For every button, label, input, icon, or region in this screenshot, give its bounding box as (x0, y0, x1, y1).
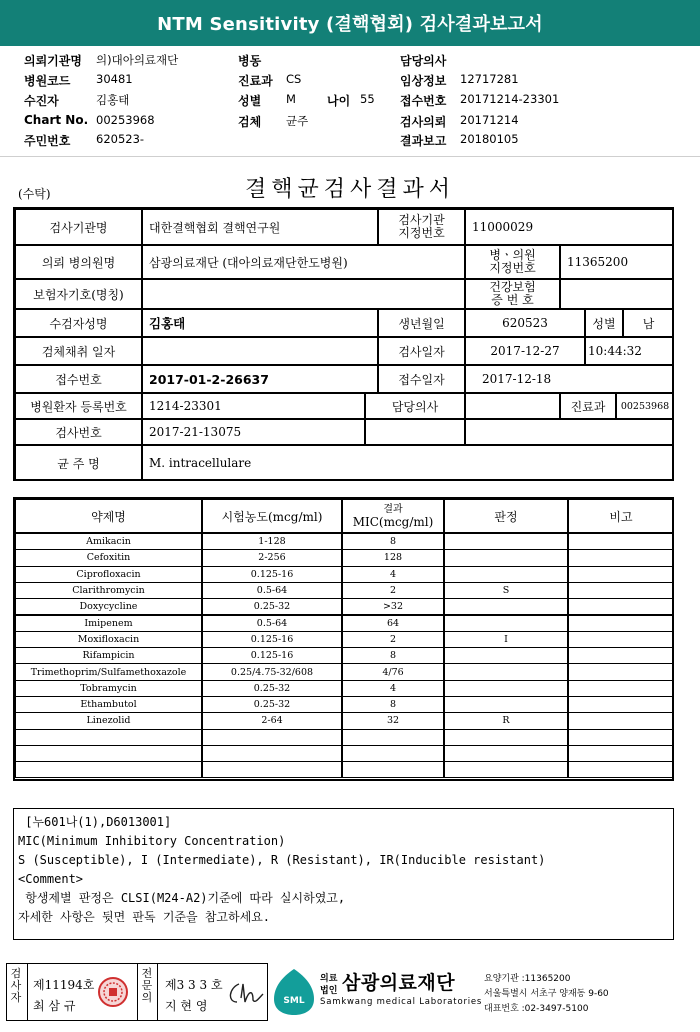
specimen-label: 검체 (238, 115, 262, 129)
req-org-label: 의뢰기관명 (24, 54, 82, 68)
result-cell-judge (444, 696, 568, 713)
ins-value (142, 279, 465, 309)
result-cell-mic: 64 (342, 615, 444, 632)
recv-date-value: 2017-12-18 (465, 365, 674, 393)
report-title: NTM Sensitivity (결핵협회) 검사결과보고서 (157, 14, 543, 35)
result-cell-drug: Imipenem (15, 615, 202, 632)
result-cell-drug: Trimethoprim/Sulfamethoxazole (15, 663, 202, 680)
specialist-name: 지 현 영 (165, 999, 208, 1013)
req-date-value: 20171214 (460, 113, 519, 127)
result-cell-note (568, 663, 674, 680)
result-cell-drug: Moxifloxacin (15, 631, 202, 648)
patient-info-block (0, 52, 700, 152)
test-date-label: 검사일자 (378, 337, 465, 365)
doctor-label: 담당의사 (400, 54, 447, 68)
result-cell-mic: 4 (342, 680, 444, 697)
result-cell-judge (444, 761, 568, 778)
result-cell-mic (342, 745, 444, 762)
result-cell-drug: Linezolid (15, 712, 202, 729)
result-cell-conc: 0.125-16 (202, 647, 342, 664)
result-cell-conc: 2-256 (202, 549, 342, 566)
result-cell-note (568, 549, 674, 566)
hc-label (465, 279, 560, 309)
result-cell-mic (342, 761, 444, 778)
result-cell-conc (202, 761, 342, 778)
result-cell-judge (444, 566, 568, 583)
sml-logo-text: SML (283, 996, 305, 1006)
req-org-value: 의)대아의료재단 (96, 53, 179, 67)
desig-label-line2: 지정번호 (398, 226, 445, 240)
testno-empty-1 (365, 419, 465, 445)
result-cell-judge (444, 598, 568, 615)
hdesig-value: 11365200 (560, 245, 674, 279)
result-cell-mic: 8 (342, 533, 444, 550)
result-cell-judge: I (444, 631, 568, 648)
result-cell-drug (15, 745, 202, 762)
result-cell-note (568, 761, 674, 778)
result-cell-conc: 0.25-32 (202, 680, 342, 697)
report-date-label: 결과보고 (400, 134, 447, 148)
result-cell-note (568, 729, 674, 746)
result-cell-judge (444, 745, 568, 762)
desig-label-line1: 검사기관 (398, 213, 445, 227)
inst-value: 대한결핵협회 결핵연구원 (142, 209, 378, 245)
dept-value: 00253968 (616, 393, 674, 419)
hosp-label: 의뢰 병의원명 (15, 245, 142, 279)
org-small-2: 법인 (320, 986, 338, 996)
note-line: <Comment> (18, 872, 84, 886)
dob-label: 생년월일 (378, 309, 465, 337)
result-cell-drug: Amikacin (15, 533, 202, 550)
note-line: [누601나(1),D6013001] (18, 815, 172, 829)
result-cell-mic (342, 729, 444, 746)
sml-logo-icon (272, 967, 316, 1017)
result-cell-judge (444, 729, 568, 746)
result-cell-judge (444, 533, 568, 550)
col-drug-header: 약제명 (15, 499, 202, 533)
sex-label: 성별 (238, 94, 262, 108)
result-cell-mic: 32 (342, 712, 444, 729)
col-note-header: 비고 (568, 499, 674, 533)
testno-label: 검사번호 (15, 419, 142, 445)
recv-value: 2017-01-2-26637 (142, 365, 378, 393)
result-cell-judge: R (444, 712, 568, 729)
receipt-value: 20171214-23301 (460, 92, 560, 106)
patient-value: 김홍태 (96, 93, 130, 107)
receipt-label: 접수번호 (400, 94, 447, 108)
test-date-value: 2017-12-27 (465, 337, 585, 365)
result-cell-judge (444, 549, 568, 566)
doctor-label: 담당의사 (365, 393, 465, 419)
org-eng-name: Samkwang medical Laboratories (320, 997, 483, 1007)
col-mic-header-line1: 결과 (383, 504, 403, 515)
collect-value (142, 337, 378, 365)
desig-value: 11000029 (465, 209, 674, 245)
result-cell-mic: 128 (342, 549, 444, 566)
inst-label: 검사기관명 (15, 209, 142, 245)
signature-icon (225, 978, 265, 1008)
hc-label-line2: 증 번 호 (491, 293, 534, 307)
sig-divider-1 (27, 964, 28, 1020)
result-cell-conc: 1-128 (202, 533, 342, 550)
result-cell-note (568, 566, 674, 583)
result-cell-mic: 2 (342, 631, 444, 648)
result-cell-note (568, 696, 674, 713)
sex-value: M (286, 92, 296, 106)
report-header (0, 0, 700, 46)
result-cell-judge (444, 615, 568, 632)
result-cell-mic: 4/76 (342, 663, 444, 680)
hdesig-label-line1: 병ㆍ의원 (489, 248, 536, 262)
hdesig-label-line2: 지정번호 (489, 261, 536, 275)
sig-divider-3 (157, 964, 158, 1020)
tester-name: 최 삼 규 (33, 999, 76, 1013)
org-address: 서울특별시 서초구 양재동 9-60 (484, 989, 609, 999)
result-cell-conc: 0.25-32 (202, 696, 342, 713)
dept-value: CS (286, 72, 302, 86)
reg-label: 병원환자 등록번호 (15, 393, 142, 419)
name-label: 수검자성명 (15, 309, 142, 337)
reg-value: 1214-23301 (142, 393, 365, 419)
seal-stamp-icon (97, 976, 129, 1008)
org-phone: 대표번호 :02-3497-5100 (484, 1004, 589, 1014)
result-cell-conc (202, 729, 342, 746)
ward-label: 병동 (238, 54, 262, 68)
result-cell-drug: Doxycycline (15, 598, 202, 615)
result-cell-drug (15, 729, 202, 746)
desig-label (378, 209, 465, 245)
signature-box (6, 963, 268, 1021)
chart-value: 00253968 (96, 113, 155, 127)
result-cell-conc: 0.25-32 (202, 598, 342, 615)
result-cell-note (568, 647, 674, 664)
result-cell-judge (444, 663, 568, 680)
sex-value: 남 (623, 309, 674, 337)
result-cell-conc (202, 745, 342, 762)
collect-label: 검체채취 일자 (15, 337, 142, 365)
sex-label: 성별 (585, 309, 623, 337)
hosp-code-label: 병원코드 (24, 74, 71, 88)
rrn-label: 주민번호 (24, 134, 71, 148)
strain-value: M. intracellulare (142, 445, 674, 481)
result-cell-note (568, 598, 674, 615)
report-footer (0, 963, 700, 1023)
col-conc-header: 시험농도(mcg/ml) (202, 499, 342, 533)
result-cell-conc: 0.125-16 (202, 566, 342, 583)
result-cell-note (568, 615, 674, 632)
chart-label: Chart No. (24, 113, 89, 127)
recv-label: 접수번호 (15, 365, 142, 393)
result-cell-mic: 8 (342, 647, 444, 664)
clinical-value: 12717281 (460, 72, 519, 86)
result-cell-drug: Cefoxitin (15, 549, 202, 566)
result-cell-note (568, 680, 674, 697)
result-cell-judge: S (444, 582, 568, 599)
rrn-value: 620523- (96, 132, 145, 146)
result-cell-drug: Rifampicin (15, 647, 202, 664)
ins-label: 보험자기호(명칭) (15, 279, 142, 309)
susceptibility-table (13, 497, 674, 781)
result-cell-judge (444, 680, 568, 697)
test-time-value: 10:44:32 (585, 337, 674, 365)
result-cell-conc: 0.25/4.75-32/608 (202, 663, 342, 680)
result-cell-mic: 2 (342, 582, 444, 599)
notes-box (13, 808, 674, 940)
divider (0, 156, 700, 157)
result-cell-drug (15, 761, 202, 778)
specimen-value: 균주 (286, 114, 309, 128)
hc-label-line1: 건강보험 (489, 280, 536, 294)
note-line: 자세한 사항은 뒷면 판독 기준을 참고하세요. (18, 910, 271, 924)
name-value: 김홍태 (142, 309, 378, 337)
hosp-value: 삼광의료재단 (대아의료재단한도병원) (142, 245, 465, 279)
result-cell-mic: 4 (342, 566, 444, 583)
result-cell-mic: >32 (342, 598, 444, 615)
strain-label: 균 주 명 (15, 445, 142, 481)
report-date-value: 20180105 (460, 132, 519, 146)
tester-no: 제11194호 (33, 978, 95, 992)
req-date-label: 검사의뢰 (400, 115, 447, 129)
dept-label: 진료과 (238, 74, 273, 88)
result-cell-mic: 8 (342, 696, 444, 713)
doctor-value (465, 393, 560, 419)
age-value: 55 (360, 92, 375, 106)
test-info-form (13, 207, 674, 481)
recv-date-label: 접수일자 (378, 365, 465, 393)
clinical-label: 임상정보 (400, 74, 447, 88)
specialist-no: 제3 3 3 호 (165, 978, 223, 992)
note-line: S (Susceptible), I (Intermediate), R (Resistant), IR(Inducible resistant) (18, 853, 546, 867)
org-code: 요양기관 :11365200 (484, 974, 571, 984)
dob-value: 620523 (465, 309, 585, 337)
result-cell-note (568, 712, 674, 729)
result-cell-drug: Ciprofloxacin (15, 566, 202, 583)
result-cell-note (568, 745, 674, 762)
consignment-mark: (수탁) (18, 187, 51, 201)
hosp-code-value: 30481 (96, 72, 133, 86)
org-small-1: 의료 (320, 974, 338, 984)
org-name: 삼광의료재단 (342, 972, 456, 994)
result-cell-conc: 0.125-16 (202, 631, 342, 648)
result-cell-note (568, 533, 674, 550)
result-cell-drug: Tobramycin (15, 680, 202, 697)
testno-value: 2017-21-13075 (142, 419, 365, 445)
result-cell-drug: Clarithromycin (15, 582, 202, 599)
result-cell-conc: 2-64 (202, 712, 342, 729)
testno-empty-2 (465, 419, 674, 445)
result-cell-conc: 0.5-64 (202, 582, 342, 599)
col-judge-header: 판정 (444, 499, 568, 533)
specialist-label: 전문의 (141, 967, 153, 1004)
note-line: 항생제별 판정은 CLSI(M24-A2)기준에 따라 실시하였고, (18, 891, 346, 905)
document-title: 결핵균검사결과서 (244, 177, 456, 202)
patient-label: 수진자 (24, 94, 59, 108)
hc-value (560, 279, 674, 309)
result-cell-note (568, 631, 674, 648)
result-cell-note (568, 582, 674, 599)
tester-label: 검사자 (10, 967, 22, 1004)
result-cell-drug: Ethambutol (15, 696, 202, 713)
result-cell-conc: 0.5-64 (202, 615, 342, 632)
col-mic-header (342, 499, 444, 533)
col-mic-header-line2: MIC(mcg/ml) (352, 515, 434, 529)
dept-label: 진료과 (560, 393, 616, 419)
hdesig-label (465, 245, 560, 279)
note-line: MIC(Minimum Inhibitory Concentration) (18, 834, 286, 848)
age-label: 나이 (327, 94, 351, 108)
result-cell-judge (444, 647, 568, 664)
